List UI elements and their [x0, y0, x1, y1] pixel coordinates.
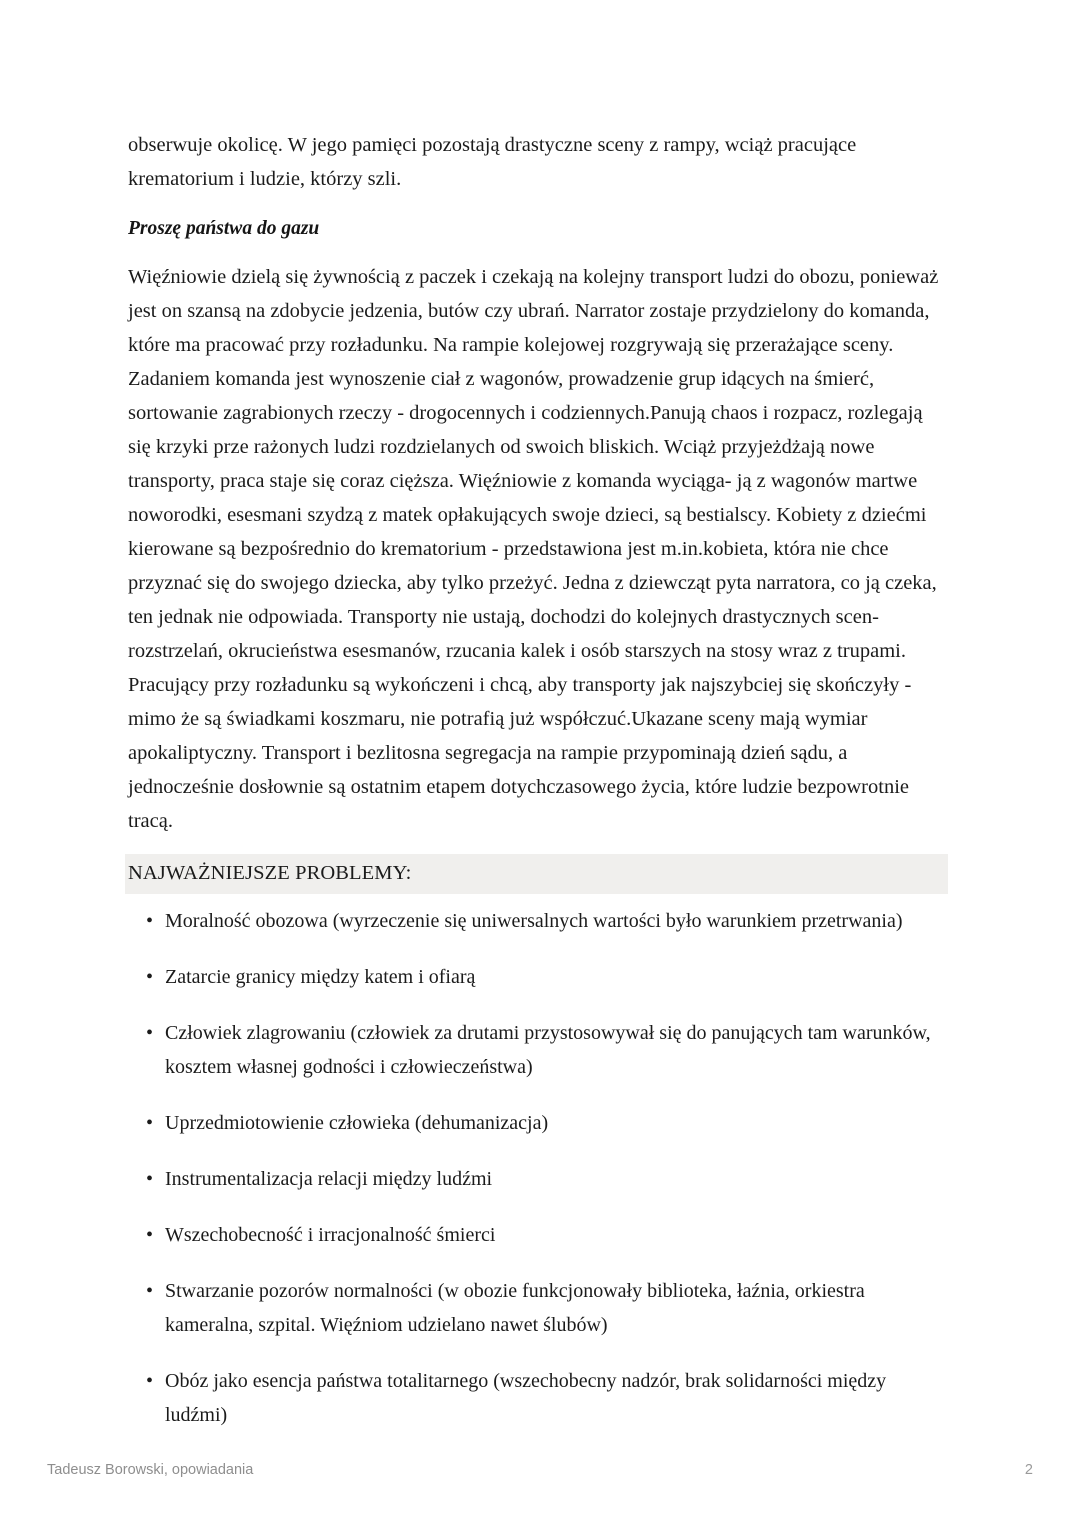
list-item	[128, 1016, 948, 1084]
summary-paragraph: Więźniowie dzielą się żywnością z paczek i czekają na kolejny transport ludzi do obozu, ponieważ jest on szansą na zdobycie jedzenia, butów czy ubrań. Narrator zostaje przydzielony do komanda, które ma pracować przy rozładunku. Na rampie kolejowej rozgrywają się przerażające sceny. Zadaniem komanda jest wynoszenie ciał z wagonów, prowadzenie grup idących na śmierć, sortowanie zagrabionych rzeczy - drogocennych i codziennych.Panują chaos i rozpacz, rozlegają się krzyki prze rażonych ludzi rozdzielanych od swoich bliskich. Wciąż przyjeżdżają nowe transporty, praca staje się coraz cięższa. Więźniowie z komanda wyciąga- ją z wagonów martwe noworodki, esesmani szydzą z matek opłakujących swoje dzieci, są bestialscy. Kobiety z dziećmi kierowane są bezpośrednio do krematorium - przedstawiona jest m.in.kobieta, która nie chce przyznać się do swojego dziecka, aby tylko przeżyć. Jedna z dziewcząt pyta narratora, co ją czeka, ten jednak nie odpowiada. Transporty nie ustają, dochodzi do kolejnych drastycznych scen- rozstrzelań, okrucieństwa esesmanów, rzucania kalek i osób starszych na stosy wraz z trupami. Pracujący przy rozładunku są wykończeni i chcą, aby transporty jak najszybciej się skończyły - mimo że są świadkami koszmaru, nie potrafią już współczuć.Ukazane sceny mają wymiar apokaliptyczny. Transport i bezlitosna segregacja na rampie przypominają dzień sądu, a jednocześnie dosłownie są ostatnim etapem dotychczasowego życia, które ludzie bezpowrotnie tracą.	[128, 266, 939, 832]
list-item-label: Obóz jako esencja państwa totalitarnego (wszechobecny nadzór, brak solidarności między ludźmi)	[165, 1370, 887, 1426]
bullet-icon: •	[146, 1168, 154, 1190]
list-item-label: Uprzedmiotowienie człowieka (dehumanizacja)	[165, 1112, 549, 1134]
list-item	[128, 1218, 948, 1252]
page-content	[128, 128, 948, 1454]
section-heading-problems: NAJWAŻNIEJSZE PROBLEMY:	[125, 854, 948, 894]
bullet-icon: •	[146, 1112, 154, 1134]
list-item	[128, 1106, 948, 1140]
problems-list	[128, 904, 948, 1432]
list-item-label: Stwarzanie pozorów normalności (w obozie funkcjonowały biblioteka, łaźnia, orkiestra kameralna, szpital. Więźniom udzielano nawet ślubów)	[165, 1280, 865, 1336]
story-title-subheading: Proszę państwa do gazu	[128, 218, 320, 239]
bullet-icon: •	[146, 910, 154, 932]
page-footer	[47, 1455, 1033, 1485]
list-item	[128, 1162, 948, 1196]
bullet-icon: •	[146, 1280, 154, 1302]
list-item	[128, 1364, 948, 1432]
bullet-icon: •	[146, 1022, 154, 1044]
list-item-label: Człowiek zlagrowaniu (człowiek za drutami przystosowywał się do panujących tam warunków, kosztem własnej godności i człowieczeństwa)	[165, 1022, 931, 1078]
footer-source-label: Tadeusz Borowski, opowiadania	[47, 1462, 254, 1478]
list-item	[128, 904, 948, 938]
footer-page-number: 2	[1024, 1462, 1033, 1478]
list-item-label: Instrumentalizacja relacji między ludźmi	[165, 1168, 493, 1190]
list-item-label: Moralność obozowa (wyrzeczenie się uniwersalnych wartości było warunkiem przetrwania)	[165, 910, 903, 932]
bullet-icon: •	[146, 1370, 154, 1392]
list-item	[128, 960, 948, 994]
list-item	[128, 1274, 948, 1342]
list-item-label: Zatarcie granicy między katem i ofiarą	[165, 966, 476, 988]
bullet-icon: •	[146, 1224, 154, 1246]
continued-paragraph: obserwuje okolicę. W jego pamięci pozostają drastyczne sceny z rampy, wciąż pracujące krematorium i ludzie, którzy szli.	[128, 134, 857, 190]
list-item-label: Wszechobecność i irracjonalność śmierci	[165, 1224, 496, 1246]
bullet-icon: •	[146, 966, 154, 988]
